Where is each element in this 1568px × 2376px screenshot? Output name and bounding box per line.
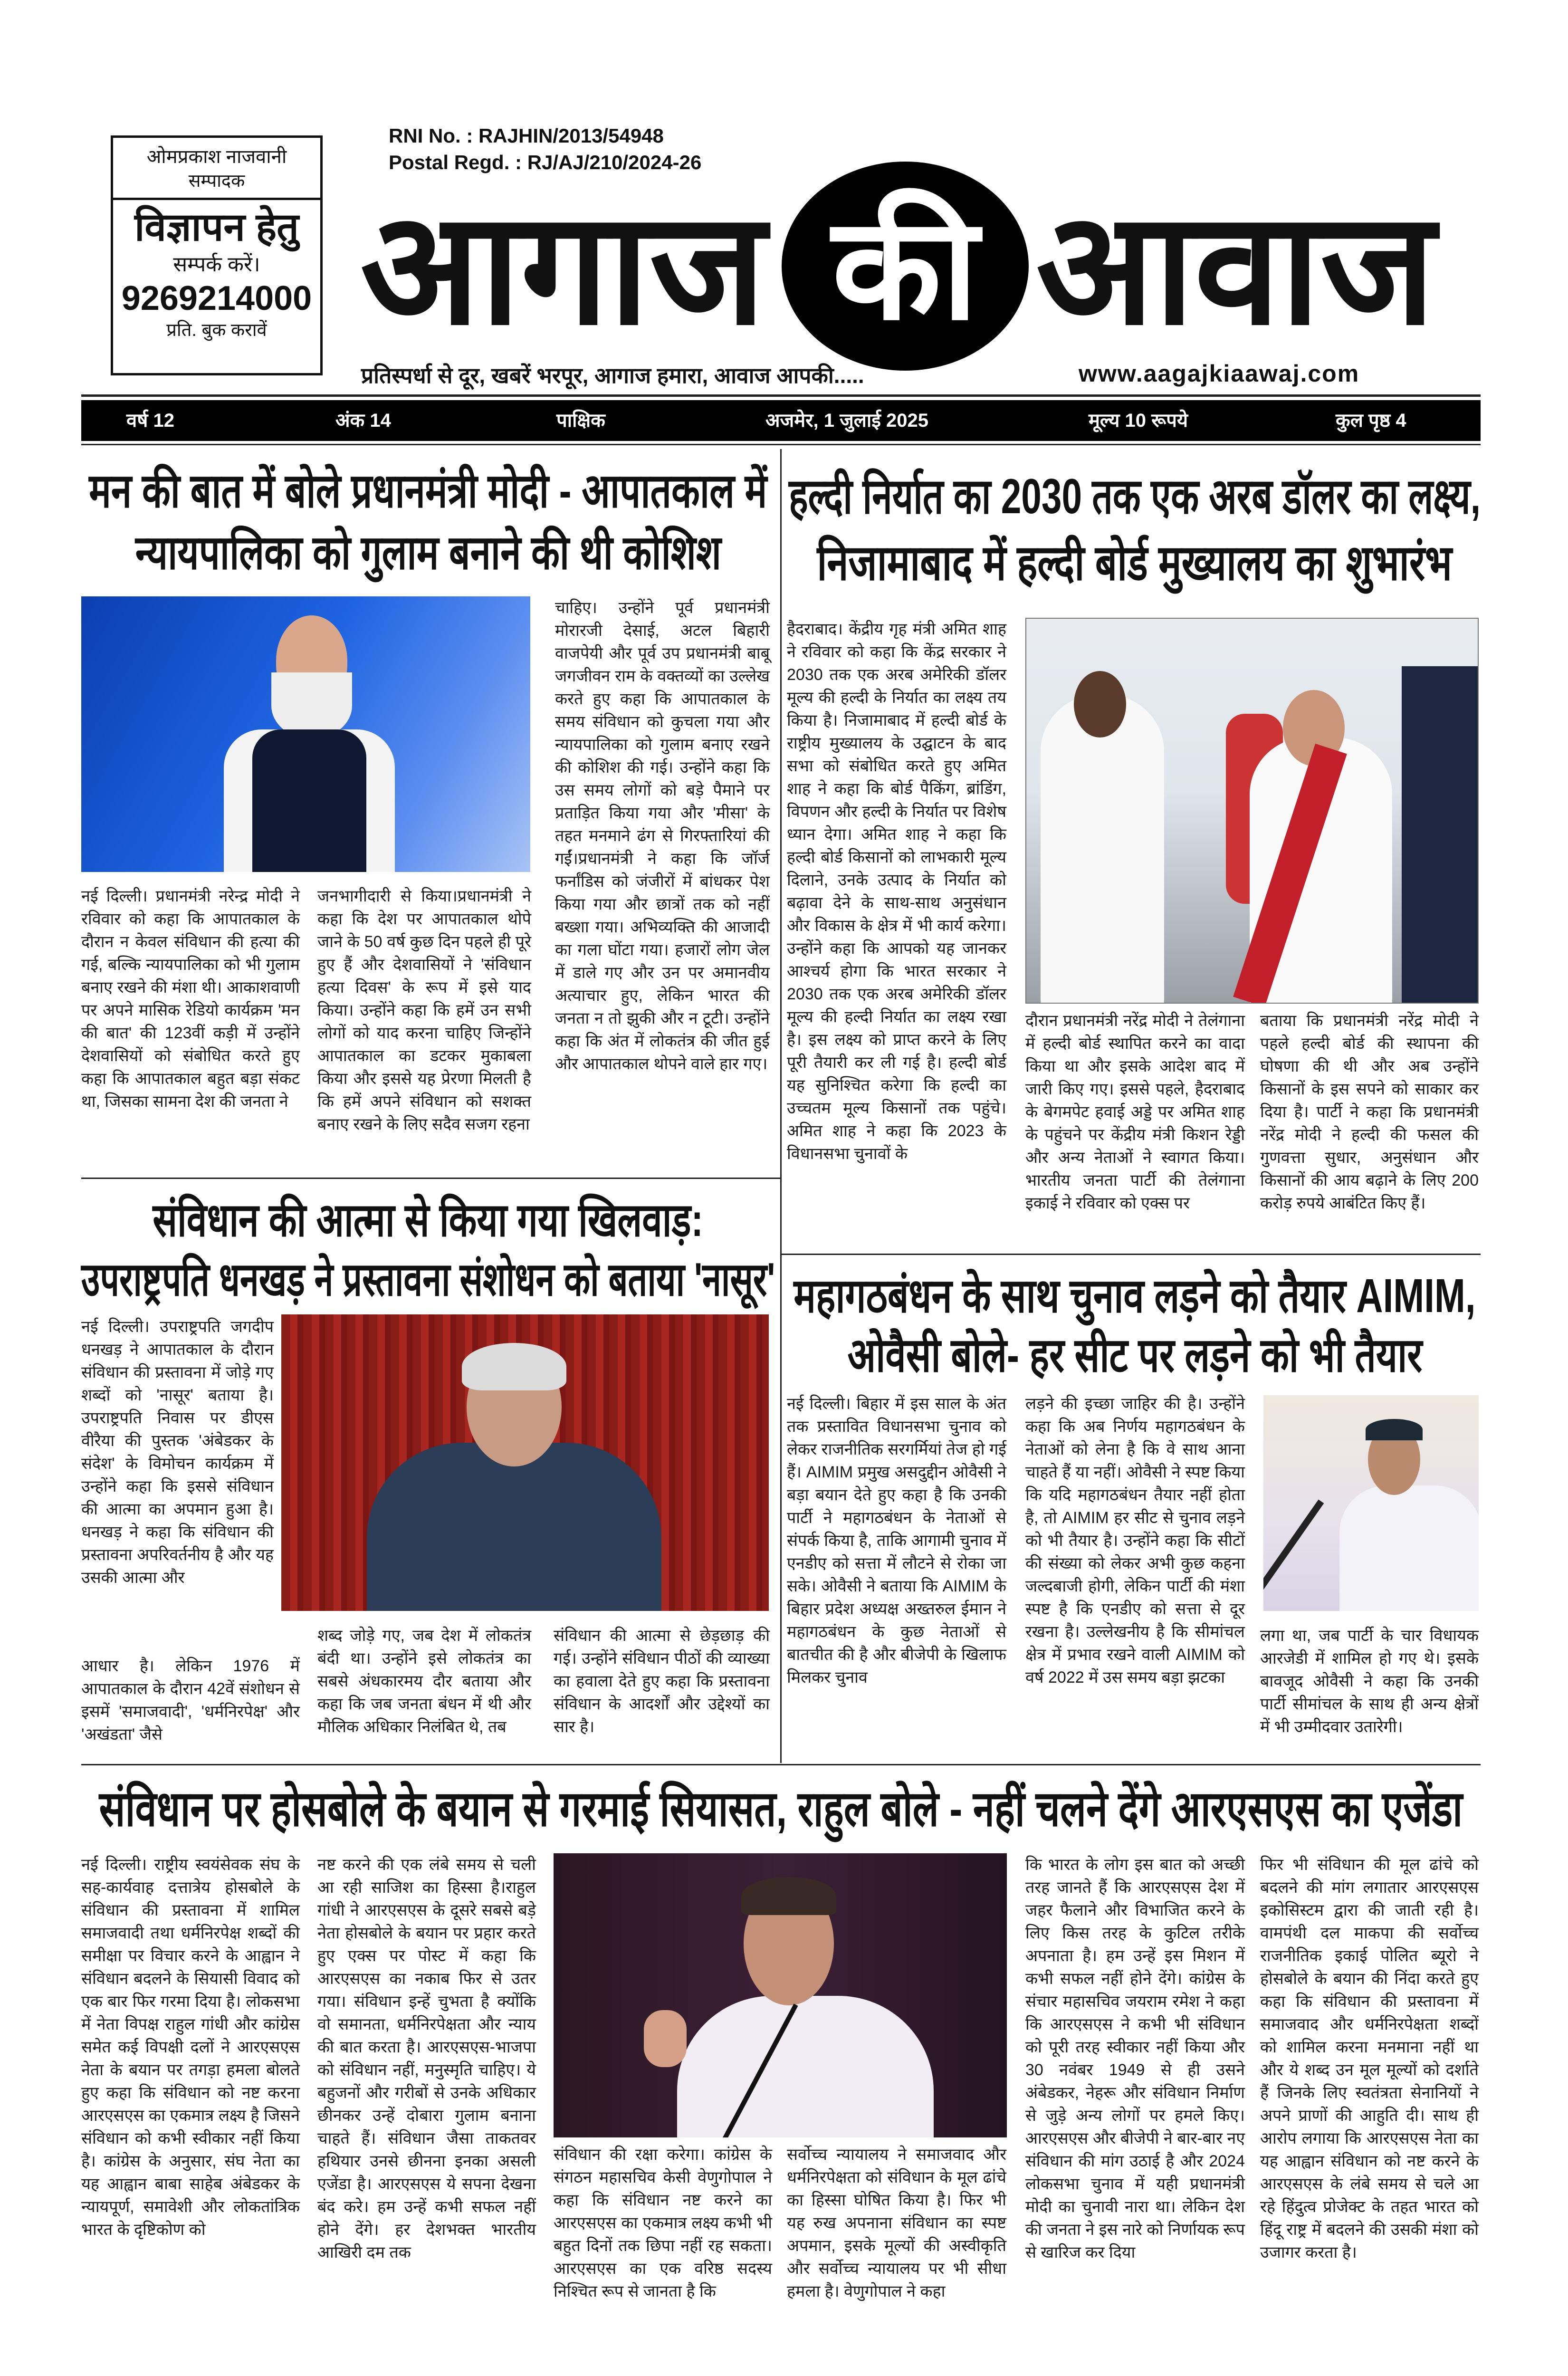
owaisi-col-3: लगा था, जब पार्टी के चार विधायक आरजेडी में शामिल हो गए थे। इसके बावजूद ओवैसी ने कहा कि उनकी पार्टी सीमांचल के साथ ही अन्य क्षेत्रों में भी उम्मीदवार उतारेगी। [1260,1627,1479,1736]
title-part-ki: की [832,189,979,348]
info-year: वर्ष 12 [126,410,174,431]
hosabale-headline[interactable]: संविधान पर होसबोले के बयान से गरमाई सियासत, राहुल बोले - नहीं चलने देंगे आरएसएस का एजेंडा [99,1782,1463,1837]
hosabale-col-6: फिर भी संविधान की मूल ढांचे को बदलने की मांग लगातार आरएसएस इकोसिस्टम द्वारा की जाती रही है। वामपंथी दल माकपा की सर्वोच्च राजनीतिक इकाई पोलित ब्यूरो ने होसबोले के बयान की निंदा करते हुए कहा कि संविधान की प्रस्तावना में समाजवाद और धर्मनिरपेक्षता शब्दों को शामिल करना मनमाना नहीं था और ये शब्द उन मूल मूल्यों को दर्शाते हैं जिनके लिए स्वतंत्रता सेनानियों ने अपने प्राणों की आहुति दी। साथ ही आरोप लगाया कि आरएसएस नेता का यह आह्वान संविधान को नष्ट करने के आरएसएस के लंबे समय से चले आ रहे हिंदुत्व प्रोजेक्ट के तहत भारत को हिंदू राष्ट्र में बदलने की उसकी मंशा को उजागर करता है। [1260,1856,1479,2261]
dhankhar-headline-line1[interactable]: संविधान की आत्मा से किया गया खिलवाड़: [153,1194,704,1246]
section-divider-left [81,1178,780,1179]
turmeric-headline-line2[interactable]: निजामाबाद में हल्दी बोर्ड मुख्यालय का शुभारंभ [817,536,1453,591]
owaisi-photo [1263,1395,1479,1611]
modi-headline-line2[interactable]: न्यायपालिका को गुलाम बनाने की थी कोशिश [135,526,721,579]
modi-photo [81,596,530,872]
bar-bottom-rule [81,444,1481,445]
editor-title: सम्पादक [188,171,245,191]
dhankhar-photo [281,1314,769,1611]
owaisi-col-1: नई दिल्ली। बिहार में इस साल के अंत तक प्रस्तावित विधानसभा चुनाव को लेकर राजनीतिक सरगर्मियां तेज हो गई हैं। AIMIM प्रमुख असदुद्दीन ओवैसी ने बड़ा बयान देते हुए कहा है कि उनकी पार्टी ने महागठबंधन के नेताओं से संपर्क किया है, ताकि आगामी चुनाव में एनडीए को सत्ता में लौटने से रोका जा सके। ओवैसी ने बताया कि AIMIM के बिहार प्रदेश अध्यक्ष अख्तरुल ईमान ने महागठबंधन के कुछ नेताओं से बातचीत की है और बीजेपी के खिलाफ मिलकर चुनाव [787,1395,1006,1686]
owaisi-headline-line2[interactable]: ओवैसी बोले- हर सीट पर लड़ने को भी तैयार [847,1329,1422,1382]
section-divider-right [782,1254,1481,1255]
masthead-title [352,181,1435,361]
book-copy: प्रति. बुक करावें [166,320,267,340]
hosabale-col-3: संविधान की रक्षा करेगा। कांग्रेस के संगठन महासचिव केसी वेणुगोपाल ने कहा कि संविधान नष्ट करने का आरएसएस का एकमात्र लक्ष्य कभी भी बहुत दिनों तक छिपा नहीं रह सकता। आरएसएस का एक वरिष्ठ सदस्य निश्चित रूप से जानता है कि [554,2146,772,2300]
turmeric-col-2: दौरान प्रधानमंत्री नरेंद्र मोदी ने तेलंगाना में हल्दी बोर्ड स्थापित करने का वादा किया था और इसके आदेश बाद में जारी किए गए। इससे पहले, हैदराबाद के बेगमपेट हवाई अड्डे पर अमित शाह के पहुंचने पर केंद्रीय मंत्री किशन रेड्डी और अन्य नेताओं ने स्वागत किया। भारतीय जनता पार्टी की तेलंगाना इकाई ने रविवार को एक्स पर [1025,1012,1245,1212]
photo-figure [367,1443,661,1611]
hosabale-col-4: सर्वोच्च न्यायालय ने समाजवाद और धर्मनिरपेक्षता को संविधान के मूल ढांचे का हिस्सा घोषित किया है। फिर भी यह रुख अपनाना संविधान का स्पष्ट अपमान, इसके मूल्यों की अस्वीकृति और सर्वोच्च न्यायालय पर भी सीधा हमला है। वेणुगोपाल ने कहा [787,2146,1006,2300]
modi-headline-line1[interactable]: मन की बात में बोले प्रधानमंत्री मोदी - आपातकाल में [89,464,767,517]
title-part-aagaj: आगाज [360,181,766,356]
contact-label: सम्पर्क करें। [173,253,260,276]
ad-box [111,135,323,375]
rahul-gandhi-photo [554,1853,1007,2137]
title-part-aawaj: आवाज [1036,181,1435,356]
ad-heading: विज्ञापन हेतु [134,206,299,249]
rni-number: RNI No. : RAJHIN/2013/54948 [389,125,664,147]
editor-name: ओमप्रकाश नाजवानी [146,146,287,167]
dhankhar-col-1a: नई दिल्ली। उपराष्ट्रपति जगदीप धनखड़ ने आपातकाल के दौरान संविधान की प्रस्तावना में जोड़े गए शब्दों को 'नासूर' बताया है। उपराष्ट्रपति निवास पर डीएस वीरैया की पुस्तक 'अंबेडकर के संदेश' के विमोचन कार्यक्रम में उन्होंने कहा कि इससे संविधान की आत्मा का अपमान हुआ है। धनखड़ ने कहा कि संविधान की प्रस्तावना अपरिवर्तनीय है और यह उसकी आत्मा और [81,1318,274,1587]
ad-box-divider [113,198,320,200]
bar-top-rule [81,394,1481,397]
info-bar [81,400,1481,441]
section-divider-bottom [81,1764,1481,1765]
info-place-date: अजमेर, 1 जुलाई 2025 [765,410,929,431]
turmeric-col-1: हैदराबाद। केंद्रीय गृह मंत्री अमित शाह ने रविवार को कहा कि केंद्र सरकार ने 2030 तक एक अरब अमेरिकी डॉलर मूल्य की हल्दी के निर्यात का लक्ष्य तय किया है। निजामाबाद में हल्दी बोर्ड के राष्ट्रीय मुख्यालय के उद्घाटन के बाद सभा को संबोधित करते हुए अमित शाह ने कहा कि बोर्ड पैकिंग, ब्रांडिंग, विपणन और हल्दी के निर्यात पर विशेष ध्यान देगा। अमित शाह ने कहा कि हल्दी बोर्ड किसानों को लाभकारी मूल्य दिलाने, उनके उत्पाद के निर्यात को बढ़ावा देने के साथ-साथ अनुसंधान और विकास के क्षेत्र में भी कार्य करेगा। उन्होंने कहा कि आपको यह जानकर आश्चर्य होगा कि भारत सरकार ने 2030 तक एक अरब अमेरिकी डॉलर मूल्य की हल्दी निर्यात का लक्ष्य रखा है। इस लक्ष्य को प्राप्त करने के लिए पूरी तैयारी कर ली गई है। हल्दी बोर्ड यह सुनिश्चित करेगा कि हल्दी का उच्चतम मूल्य किसानों तक पहुंचे। अमित शाह ने कहा कि 2023 के विधानसभा चुनावों के [787,620,1006,1163]
owaisi-col-2: लड़ने की इच्छा जाहिर की है। उन्होंने कहा कि अब निर्णय महागठबंधन के नेताओं को लेना है कि वे साथ आना चाहते हैं या नहीं। ओवैसी ने स्पष्ट किया कि यदि महागठबंधन तैयार नहीं होता है, तो AIMIM हर सीट से चुनाव लड़ने को भी तैयार है। उन्होंने कहा कि सीटों की संख्या को लेकर अभी कुछ कहना जल्दबाजी होगी, लेकिन पार्टी की मंशा स्पष्ट है कि एनडीए को सत्ता से दूर रखना है। उल्लेखनीय है कि सीमांचल क्षेत्र में प्रभाव रखने वाली AIMIM को वर्ष 2022 में उस समय बड़ा झटका [1025,1395,1245,1686]
photo-figure [1041,695,1164,1004]
modi-col-3: चाहिए। उन्होंने पूर्व प्रधानमंत्री मोरारजी देसाई, अटल बिहारी वाजपेयी और पूर्व उप प्रधानमंत्री बाबू जगजीवन राम के वक्तव्यों का उल्लेख करते हुए कहा कि आपातकाल के समय संविधान को कुचला गया और न्यायपालिका को गुलाम बनाए रखने की कोशिश की गई। उन्होंने कहा कि उस समय लोगों को बड़े पैमाने पर प्रताड़ित किया गया और 'मीसा' के तहत मनमाने ढंग से गिरफ्तारियां की गईं।प्रधानमंत्री ने कहा कि जॉर्ज फर्नांडिस को जंजीरों में बांधकर पेश किया गया और छात्रों तक को नहीं बख्शा गया। अभिव्यक्ति की आजादी का गला घोंटा गया। हजारों लोग जेल में डाले गए और उन पर अमानवीय अत्याचार हुए, लेकिन भारत की जनता न तो झुकी और न टूटी। उन्होंने कहा कि अंत में लोकतंत्र की जीत हुई और आपातकाल थोपने वाले हार गए। [555,599,770,1073]
info-pages: कुल पृष्ठ 4 [1336,410,1406,431]
turmeric-headline-line1[interactable]: हल्दी निर्यात का 2030 तक एक अरब डॉलर का लक्ष्य, [788,469,1481,524]
modi-col-2: जनभागीदारी से किया।प्रधानमंत्री ने कहा कि देश पर आपातकाल थोपे जाने के 50 वर्ष कुछ दिन पहले ही पूरे हुए हैं और देशवासियों ने 'संविधान हत्या दिवस' के रूप में इसे याद किया। उन्होंने कहा कि हमें उन सभी लोगों को याद करना चाहिए जिन्होंने आपातकाल का डटकर मुकाबला किया और इससे यह प्रेरणा मिलती है कि हमें अपने संविधान को सशक्त बनाए रखने के लिए सदैव सजग रहना [317,887,531,1133]
dhankhar-col-2: शब्द जोड़े गए, जब देश में लोकतंत्र बंदी था। उन्होंने इसे लोकतंत्र का सबसे अंधकारमय दौर बताया और कहा कि जब जनता बंधन में थी और मौलिक अधिकार निलंबित थे, तब [317,1627,531,1736]
info-price: मूल्य 10 रूपये [1089,410,1188,431]
ad-phone: 9269214000 [121,279,312,317]
dhankhar-col-1b: आधार है। लेकिन 1976 में आपातकाल के दौरान 42वें संशोधन से इसमें 'समाजवादी', 'धर्मनिरपेक्ष' और 'अखंडता' जैसे [81,1657,300,1744]
hosabale-col-2: नष्ट करने की एक लंबे समय से चली आ रही साजिश का हिस्सा है।राहुल गांधी ने आरएसएस के दूसरे सबसे बड़े नेता होसबोले के बयान पर प्रहार करते हुए एक्स पर पोस्ट में कहा कि आरएसएस का नकाब फिर से उतर गया। संविधान इन्हें चुभता है क्योंकि वो समानता, धर्मनिरपेक्षता और न्याय की बात करता है। आरएसएस-भाजपा को संविधान नहीं, मनुस्मृति चाहिए। ये बहुजनों और गरीबों से उनके अधिकार छीनकर उन्हें दोबारा गुलाम बनाना चाहते हैं। संविधान जैसा ताकतवर हथियार उनसे छीनना इनका असली एजेंडा है। आरएसएस ये सपना देखना बंद करे। हम उन्हें कभी सफल नहीं होने देंगे। हर देशभक्त भारतीय आखिरी दम तक [317,1856,536,2261]
hosabale-col-5: कि भारत के लोग इस बात को अच्छी तरह जानते हैं कि आरएसएस देश में जहर फैलाने और विभाजित करने के लिए किस तरह के कुटिल तरीके अपनाता है। हम उन्हें इस मिशन में कभी सफल नहीं होने देंगे। कांग्रेस के संचार महासचिव जयराम रमेश ने कहा कि आरएसएस ने कभी भी संविधान को पूरी तरह स्वीकार नहीं किया और 30 नवंबर 1949 से ही उसने अंबेडकर, नेहरू और संविधान निर्माण से जुड़े अन्य लोगों पर हमले किए। आरएसएस और बीजेपी ने बार-बार नए संविधान की मांग उठाई है और 2024 लोकसभा चुनाव में यही प्रधानमंत्री मोदी का चुनावी नारा था। लेकिन देश की जनता ने इस नारे को निर्णायक रूप से खारिज कर दिया [1025,1856,1245,2261]
dhankhar-col-3: संविधान की आत्मा से छेड़छाड़ की गई। उन्होंने संविधान पीठों की व्याख्या का हवाला देते हुए कहा कि प्रस्तावना संविधान के आदर्शों और उद्देश्यों का सार है। [554,1627,770,1736]
owaisi-headline-line1[interactable]: महागठबंधन के साथ चुनाव लड़ने को तैयार AIMIM, [794,1269,1476,1322]
turmeric-col-3: बताया कि प्रधानमंत्री नरेंद्र मोदी ने पहले हल्दी बोर्ड की स्थापना की घोषणा की थी और अब उन्होंने किसानों के इस सपने को साकार कर दिया है। पार्टी ने कहा कि प्रधानमंत्री नरेंद्र मोदी ने हल्दी की फसल की गुणवत्ता सुधार, अनुसंधान और किसानों की आय बढ़ाने के लिए 200 करोड़ रुपये आबंटित किए हैं। [1260,1012,1479,1212]
postal-registration: Postal Regd. : RJ/AJ/210/2024-26 [389,151,702,173]
info-issue: अंक 14 [335,410,391,431]
column-divider [780,449,782,1763]
photo-figure [677,1996,934,2137]
website[interactable]: www.aagajkiaawaj.com [1079,360,1360,387]
info-frequency: पाक्षिक [556,410,605,431]
amit-shah-photo [1025,618,1479,1004]
tagline: प्रतिस्पर्धा से दूर, खबरें भरपूर, आगाज हमारा, आवाज आपकी..... [361,363,864,388]
photo-figure [224,615,395,872]
photo-figure [1339,1485,1479,1611]
dhankhar-headline-line2[interactable]: उपराष्ट्रपति धनखड़ ने प्रस्तावना संशोधन को बताया 'नासूर' [81,1253,775,1305]
hosabale-col-1: नई दिल्ली। राष्ट्रीय स्वयंसेवक संघ के सह-कार्यवाह दत्तात्रेय होसबोले के संविधान की प्रस्तावना में शामिल समाजवादी तथा धर्मनिरपेक्ष शब्दों की समीक्षा पर विचार करने के आह्वान ने संविधान बदलने के सियासी विवाद को एक बार फिर गरमा दिया है। लोकसभा में नेता विपक्ष राहुल गांधी और कांग्रेस समेत कई विपक्षी दलों ने आरएसएस नेता के बयान पर तगड़ा हमला बोलते हुए कहा कि संविधान को नष्ट करना आरएसएस का एकमात्र लक्ष्य है जिसने संविधान को कभी स्वीकार नहीं किया है। कांग्रेस के अनुसार, संघ नेता का यह आह्वान बाबा साहेब अंबेडकर के न्यायपूर्ण, समावेशी और लोकतांत्रिक भारत के दृष्टिकोण को [81,1856,300,2239]
modi-col-1: नई दिल्ली। प्रधानमंत्री नरेन्द्र मोदी ने रविवार को कहा कि आपातकाल के दौरान न केवल संविधान की हत्या की गई, बल्कि न्यायपालिका को भी गुलाम बनाए रखने की मंशा थी। आकाशवाणी पर अपने मासिक रेडियो कार्यक्रम 'मन की बात' की 123वीं कड़ी में उन्होंने देशवासियों को संबोधित करते हुए कहा कि आपातकाल बहुत बड़ा संकट था, जिसका सामना देश की जनता ने [81,887,300,1111]
